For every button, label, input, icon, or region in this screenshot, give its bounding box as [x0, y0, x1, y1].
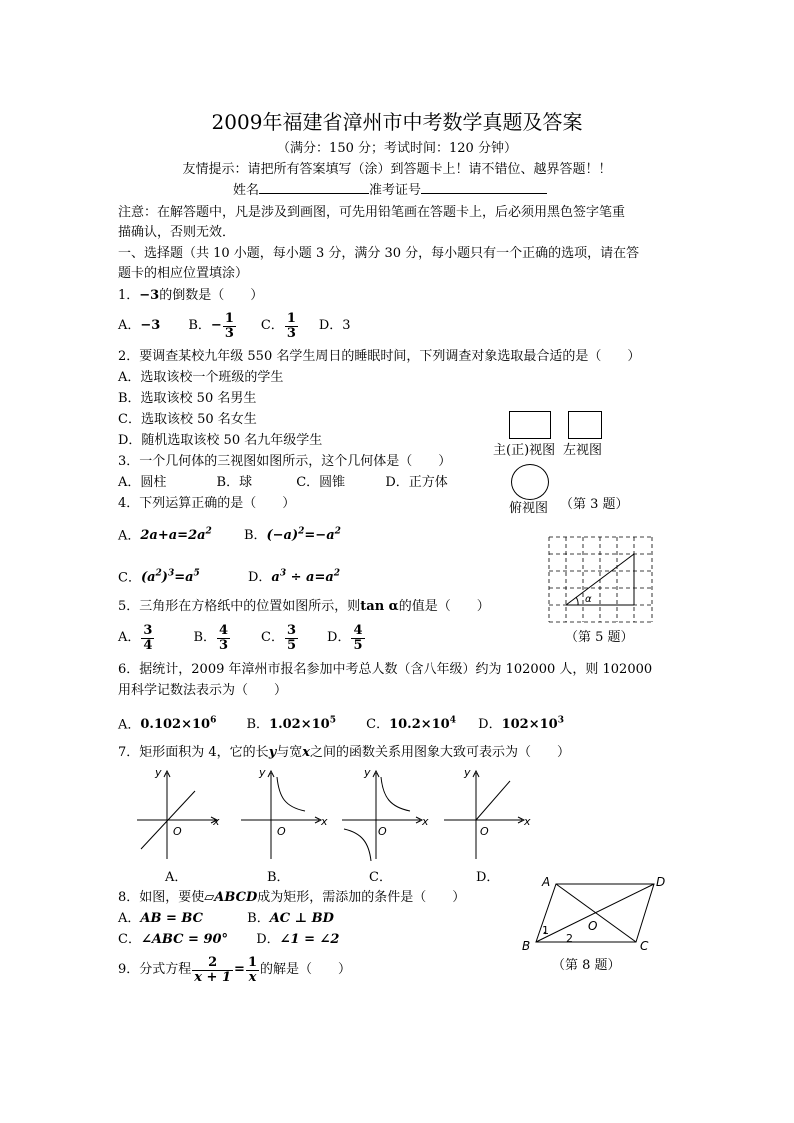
q8-b-math: AC ⊥ BD [269, 911, 334, 926]
q5-d-label: D． [327, 630, 351, 645]
q1-options [118, 306, 351, 346]
q3-c: C．圆锥 [296, 475, 346, 490]
q2-d: D．随机选取该校 50 名九年级学生 [118, 433, 323, 448]
q2-c: C．选取该校 50 名女生 [118, 412, 257, 427]
q1-c-label: C． [260, 318, 284, 333]
q5-prefix: 5．三角形在方格纸中的位置如图所示，则 [118, 599, 361, 614]
q4-row-1 [118, 523, 341, 545]
q5-b-label: B． [193, 630, 216, 645]
svg-text:x: x [213, 815, 220, 828]
q4-c-math: $(a^2)^3=a^5$ [140, 569, 200, 586]
svg-text:x: x [321, 815, 328, 828]
top-view-circle [511, 464, 549, 500]
q3-options [118, 474, 448, 492]
svg-text:y: y [464, 766, 471, 779]
q7-label-b: B． [267, 870, 290, 885]
q8-row-1 [118, 910, 334, 928]
svg-text:O: O [378, 825, 387, 838]
svg-text:2: 2 [566, 932, 573, 945]
svg-text:x: x [524, 815, 531, 828]
q4-a-math: $2a+a=2a^2$ [140, 527, 212, 544]
name-field [233, 182, 547, 200]
q6-options [118, 712, 564, 734]
q8-stem [118, 889, 465, 907]
q8-d-label: D． [256, 932, 280, 947]
q4-stem: 4．下列运算正确的是（ ） [118, 496, 296, 511]
svg-text:O: O [173, 825, 182, 838]
q7-label-a: A． [165, 870, 188, 885]
q5-b-fraction: $\frac{4}{3}$ [219, 622, 229, 653]
q9-prefix: 9．分式方程 [118, 962, 192, 977]
q8-math: ▱ABCD [204, 890, 258, 905]
q7-label-c: C． [369, 870, 392, 885]
q5-math: tan α [360, 599, 399, 614]
q5-options [118, 618, 366, 658]
q7-stem-c: 之间的函数关系用图象大致可表示为（ ） [310, 745, 571, 760]
q1-a-math: −3 [140, 318, 161, 333]
notice-line-1: 注意：在解答题中，凡是涉及到画图，可先用铅笔画在答题卡上，后必须用黑色签字笔重 [118, 205, 626, 220]
q8-suffix: 成为矩形，需添加的条件是（ ） [257, 890, 466, 905]
q1-a-label: A． [118, 318, 141, 333]
q1-b-fraction: $\frac{1}{3}$ [224, 310, 234, 341]
q3-caption: （第 3 题） [560, 497, 629, 512]
left-view-rect [568, 411, 602, 439]
q8-caption: （第 8 题） [552, 958, 621, 973]
q7-stem-y: y [268, 745, 277, 760]
svg-text:O: O [588, 919, 598, 933]
q1-b-label: B． [188, 318, 211, 333]
svg-text:O: O [480, 825, 489, 838]
q6-d-math: $102\times 10^3$ [501, 716, 564, 733]
name-label: 姓名 [233, 183, 260, 198]
q6-c-label: C． [366, 717, 390, 733]
q8-c-label: C． [118, 932, 141, 947]
exam-subtitle: （满分：150 分；考试时间：120 分钟） [277, 141, 517, 156]
q6-line-1: 6．据统计，2009 年漳州市报名参加中考总人数（含八年级）约为 102000 人，则 102000 [118, 662, 653, 677]
front-view-rect [509, 411, 551, 439]
q3-b: B．球 [216, 475, 253, 490]
q5-d-fraction: $\frac{4}{5}$ [353, 622, 363, 653]
q5-caption: （第 5 题） [565, 630, 634, 645]
q7-stem [118, 744, 570, 762]
notice-line-2: 描确认，否则无效． [118, 225, 236, 240]
q8-a-math: AB = BC [140, 911, 203, 926]
q7-graph-c [338, 763, 433, 863]
q7-graph-d [440, 763, 535, 863]
q7-graph-a [135, 763, 225, 863]
q8-b-label: B． [247, 911, 270, 926]
friendly-tip: 友情提示：请把所有答案填写（涂）到答题卡上！请不错位、越界答题！！ [182, 162, 612, 177]
q1-d: D．3 [318, 318, 351, 333]
q6-b-label: B． [246, 717, 270, 733]
svg-text:y: y [155, 766, 162, 779]
q3-a: A．圆柱 [118, 475, 167, 490]
q4-row-2 [118, 565, 340, 587]
q1-math: −3 [139, 288, 160, 303]
q7-stem-a: 7．矩形面积为 4，它的长 [118, 745, 269, 760]
q2-a: A．选取该校一个班级的学生 [118, 370, 284, 385]
q9-fraction-right: $\frac{1}{x}$ [247, 954, 257, 985]
svg-text:D: D [656, 875, 666, 889]
q5-a-label: A． [118, 630, 141, 645]
q8-row-2 [118, 931, 339, 949]
q8-a-label: A． [118, 911, 141, 926]
q6-a-label: A． [118, 717, 141, 733]
q8-c-math: ∠ABC = 90° [140, 932, 229, 947]
q1-number: 1． [118, 288, 140, 303]
ticket-blank[interactable] [421, 193, 547, 194]
q7-graph-b [237, 763, 332, 863]
q7-label-d: D． [476, 870, 500, 885]
q6-c-math: $10.2\times 10^4$ [389, 716, 456, 733]
q9-fraction-left: $\frac{2}{x + 1}$ [194, 954, 232, 985]
page-title: 2009年福建省漳州市中考数学真题及答案 [211, 110, 583, 134]
svg-text:B: B [522, 939, 531, 953]
q9-suffix: 的解是（ ） [259, 962, 351, 977]
section1-line-1: 一、选择题（共 10 小题，每小题 3 分，满分 30 分，每小题只有一个正确的选项，请在答 [118, 246, 640, 261]
q9-stem [118, 950, 351, 990]
alpha-label: α [585, 594, 592, 605]
q4-d-label: D． [247, 570, 272, 586]
q5-c-fraction: $\frac{3}{5}$ [287, 622, 297, 653]
svg-text:y: y [364, 766, 371, 779]
q7-stem-x: x [302, 745, 311, 760]
svg-text:O: O [277, 825, 286, 838]
q1-suffix: 的倒数是（ ） [159, 288, 264, 303]
q1-stem [118, 287, 263, 305]
q4-b-math: $(-a)^2=-a^2$ [266, 527, 341, 544]
diagonal-bd [536, 884, 654, 942]
q1-b-sign: − [210, 318, 222, 333]
q9-equals: = [234, 962, 245, 977]
q4-c-label: C． [118, 570, 141, 586]
q2-b: B．选取该校 50 名男生 [118, 391, 257, 406]
q5-grid-figure [548, 536, 654, 624]
svg-text:y: y [259, 766, 266, 779]
q4-d-math: $a^3 \div a=a^2$ [271, 569, 341, 586]
name-blank[interactable] [259, 193, 369, 194]
q7-stem-b: 与宽 [276, 745, 303, 760]
q5-stem [118, 598, 490, 616]
front-view-label: 主(正)视图 [493, 443, 556, 458]
section1-line-2: 题卡的相应位置填涂） [118, 266, 249, 281]
q4-a-label: A． [118, 528, 141, 544]
q6-d-label: D． [478, 717, 502, 733]
q5-c-label: C． [261, 630, 284, 645]
q5-suffix: 的值是（ ） [398, 599, 490, 614]
svg-text:C: C [640, 939, 649, 953]
top-view-label: 俯视图 [509, 501, 549, 516]
left-view-label: 左视图 [563, 443, 603, 458]
q8-parallelogram-figure [516, 872, 676, 954]
q2-stem: 2．要调查某校九年级 550 名学生周日的睡眠时间，下列调查对象选取最合适的是（ ） [118, 349, 641, 364]
q1-c-fraction: $\frac{1}{3}$ [286, 310, 296, 341]
q6-a-math: $0.102\times 10^6$ [140, 716, 217, 733]
ticket-label: 准考证号 [369, 183, 422, 198]
q6-line-2: 用科学记数法表示为（ ） [118, 683, 288, 698]
q8-prefix: 8．如图，要使 [118, 890, 205, 905]
q6-b-math: $1.02\times 10^5$ [269, 716, 336, 733]
svg-text:A: A [542, 875, 551, 889]
q5-a-fraction: $\frac{3}{4}$ [143, 622, 153, 653]
q3-d: D．正方体 [385, 475, 448, 490]
q3-stem: 3．一个几何体的三视图如图所示，这个几何体是（ ） [118, 454, 452, 469]
svg-text:1: 1 [542, 924, 549, 937]
svg-text:x: x [422, 815, 429, 828]
q4-b-label: B． [243, 528, 267, 544]
q8-d-math: ∠1 = ∠2 [279, 932, 340, 947]
